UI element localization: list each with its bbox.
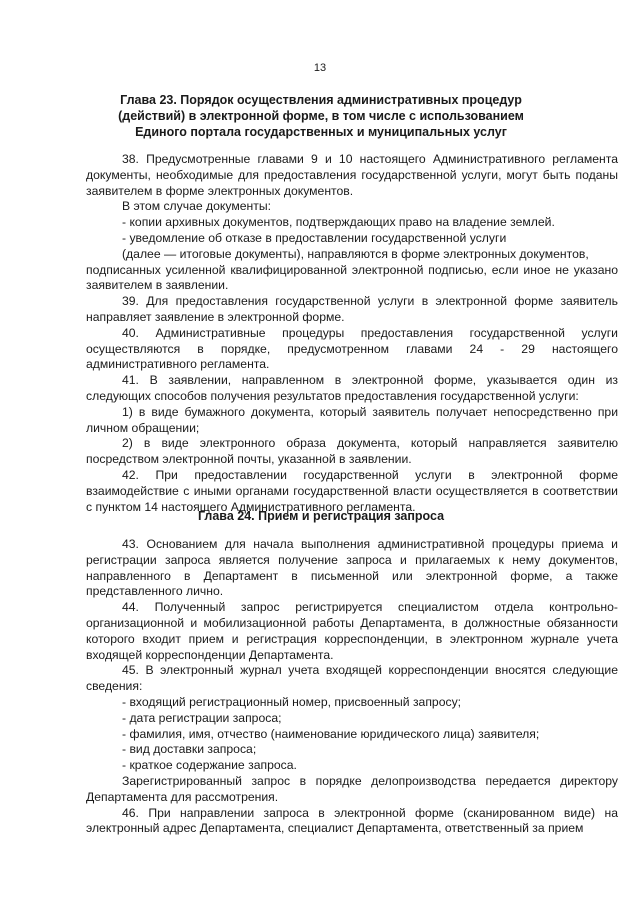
page-number: 13 [313,62,327,74]
list-item: - копии архивных документов, подтверждающих право на владение землей. [122,215,555,230]
chapter-24-heading: Глава 24. Прием и регистрация запроса [197,509,445,523]
paragraph-43: 43. Основанием для начала выполнения административной процедуры приема и регистрации запроса является получение запроса и прилагаемых к нему документов, направленного в Департамент в письменной или электронной форме, а также представленного лично. [86,537,618,599]
paragraph-42: 42. При предоставлении государственной услуги в электронной форме взаимодействие с иными органами государственной власти осуществляется в соответствии с пунктом 14 настоящего Административного регламента. [86,467,618,514]
chapter-24-body [86,537,618,837]
paragraph-45-after: Зарегистрированный запрос в порядке делопроизводства передается директору Департамента для рассмотрения. [86,773,618,804]
paragraph-41: 41. В заявлении, направленном в электронной форме, указывается один из следующих способов получения результатов предоставления государственной услуги: [86,373,618,403]
paragraph-39: 39. Для предоставления государственной услуги в электронной форме заявитель направляет заявление в электронной форме. [86,294,618,324]
paragraph-41-option-2: 2) в виде электронного образа документа, который направляется заявителю посредством электронной почты, указанной в заявлении. [86,436,618,467]
list-item: - уведомление об отказе в предоставлении государственной услуги [122,230,507,245]
list-item: - входящий регистрационный номер, присвоенный запросу; [122,694,462,709]
chapter-23-heading: Глава 23. Порядок осуществления административных процедур (действий) в электронной форме, в том числе с использованием Единого портала государственных и муниципальных услуг [118,93,524,139]
paragraph-41-option-1: 1) в виде бумажного документа, который заявитель получает непосредственно при личном обращении; [86,404,618,435]
paragraph-40: 40. Административные процедуры предоставления государственной услуги осуществляются в порядке, предусмотренном главами 24 - 29 настоящего административного регламента. [86,325,618,372]
paragraph-38: 38. Предусмотренные главами 9 и 10 настоящего Административного регламента документы, необходимые для предоставления государственной услуги, могут быть поданы заявителем в форме электронных документов. [86,152,618,198]
list-item: - краткое содержание запроса. [122,758,297,773]
list-item: - дата регистрации запроса; [122,710,282,725]
paragraph-44: 44. Полученный запрос регистрируется специалистом отдела контрольно-организационной и мобилизационной работы Департамента, в должностные обязанности которого входит прием и регистрация корреспонденции, в электронном журнале учета входящей корреспонденции Департамента. [86,600,618,662]
list-item: - фамилия, имя, отчество (наименование юридического лица) заявителя; [122,726,540,741]
paragraph-38-continuation: подписанных усиленной квалифицированной электронной подписью, если иное не указано заявителем в заявлении. [86,262,618,293]
paragraph-45: 45. В электронный журнал учета входящей корреспонденции вносятся следующие сведения: [86,663,618,694]
paragraph-38-continuation-start: (далее — итоговые документы), направляются в форме электронных документов, [122,246,589,261]
paragraph-38-case: В этом случае документы: [122,199,271,214]
paragraph-46: 46. При направлении запроса в электронной форме (сканированном виде) на электронный адрес Департамента, специалист Департамента, ответственный за прием [86,805,618,836]
chapter-23-body [86,152,618,515]
list-item: - вид доставки запроса; [122,742,257,757]
